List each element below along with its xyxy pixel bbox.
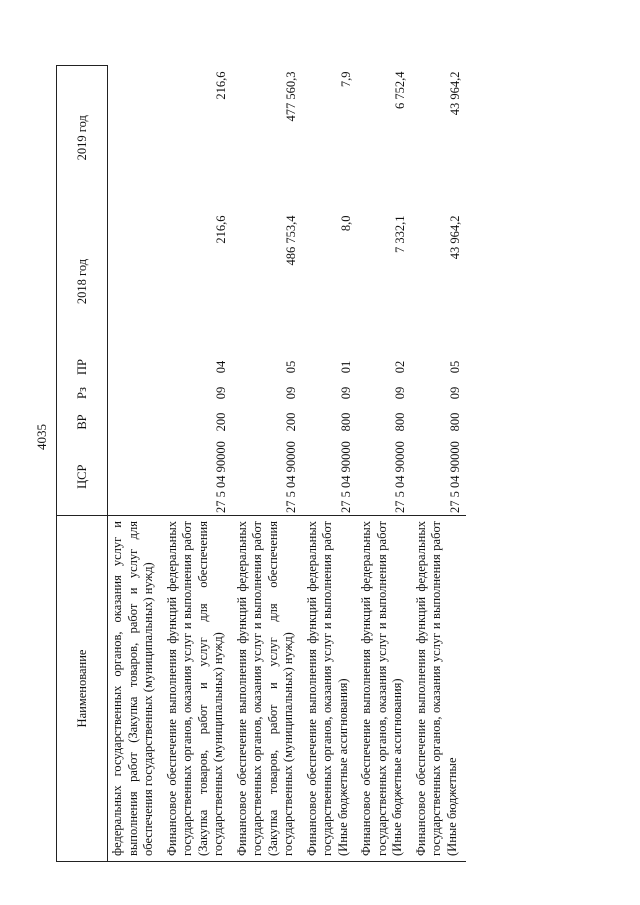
row-2018: 7 332,1 (393, 215, 407, 253)
row-2019: 43 964,2 (447, 71, 462, 116)
header-vr: ВР (57, 406, 108, 439)
header-2018: 2018 год (57, 210, 108, 354)
budget-table (56, 65, 466, 862)
row-pr: 02 (393, 360, 407, 374)
table-row (108, 66, 163, 862)
row-rz: 09 (338, 386, 353, 400)
row-rz: 09 (447, 386, 462, 400)
row-2019 (108, 66, 163, 210)
row-rz: 09 (214, 386, 228, 400)
row-name: федеральных государственных органов, оказания услуг и выполнения работ (Закупка товаров, работ и услуг для обеспечения государственных (муниципальных) нужд) (108, 516, 163, 862)
row-name: Финансовое обеспечение выполнения функций федеральных государственных органов, оказания услуг и выполнения работ (Закупка товаров, работ и услуг для обеспечения государственных (муниципальных) нужд) (163, 516, 233, 862)
row-2018: 8,0 (338, 215, 353, 232)
header-2019: 2019 год (57, 66, 108, 210)
row-vr: 800 (447, 412, 462, 432)
table-row (303, 66, 358, 862)
row-csr: 27 5 04 90000 (393, 441, 407, 513)
row-name: Финансовое обеспечение выполнения функций федеральных государственных органов, оказания услуг и выполнения работ (Иные бюджетные (412, 516, 467, 862)
row-name: Финансовое обеспечение выполнения функций федеральных государственных органов, оказания услуг и выполнения работ (Иные бюджетные ассигнования) (357, 516, 412, 862)
row-pr (108, 354, 163, 381)
row-2018 (108, 210, 163, 354)
row-rz (108, 381, 163, 406)
row-csr: 27 5 04 90000 (338, 441, 353, 513)
row-2019: 216,6 (214, 71, 228, 100)
row-vr: 200 (284, 412, 298, 432)
row-vr: 800 (393, 412, 407, 432)
header-csr: ЦСР (57, 439, 108, 516)
row-2018: 43 964,2 (447, 215, 462, 260)
row-2019: 7,9 (338, 71, 353, 88)
row-2019: 6 752,4 (393, 71, 407, 109)
row-vr: 800 (338, 412, 353, 432)
header-rz: Рз (57, 381, 108, 406)
table-row (233, 66, 303, 862)
row-csr: 27 5 04 90000 (284, 441, 298, 513)
table-row (412, 66, 467, 862)
table-header-row (57, 66, 108, 862)
row-vr: 200 (214, 412, 228, 432)
row-rz: 09 (284, 386, 298, 400)
row-name: Финансовое обеспечение выполнения функций федеральных государственных органов, оказания услуг и выполнения работ (Закупка товаров, работ и услуг для обеспечения государственных (муниципальных) нужд) (233, 516, 303, 862)
row-pr: 01 (338, 360, 353, 374)
row-csr: 27 5 04 90000 (447, 441, 462, 513)
table-row (357, 66, 412, 862)
row-csr (108, 439, 163, 516)
row-rz: 09 (393, 386, 407, 400)
header-name: Наименование (57, 516, 108, 862)
header-pr: ПР (57, 354, 108, 381)
row-2019: 477 560,3 (284, 71, 298, 122)
row-2018: 486 753,4 (284, 215, 298, 266)
row-pr: 05 (447, 360, 462, 374)
row-2018: 216,6 (214, 215, 228, 244)
rotated-page-content (56, 66, 582, 862)
row-csr: 27 5 04 90000 (214, 441, 228, 513)
row-pr: 04 (214, 360, 228, 374)
row-pr: 05 (284, 360, 298, 374)
page-number: 4035 (34, 424, 49, 450)
row-name: Финансовое обеспечение выполнения функций федеральных государственных органов, оказания услуг и выполнения работ (Иные бюджетные ассигнования) (303, 516, 358, 862)
row-vr (108, 406, 163, 439)
table-row (163, 66, 233, 862)
